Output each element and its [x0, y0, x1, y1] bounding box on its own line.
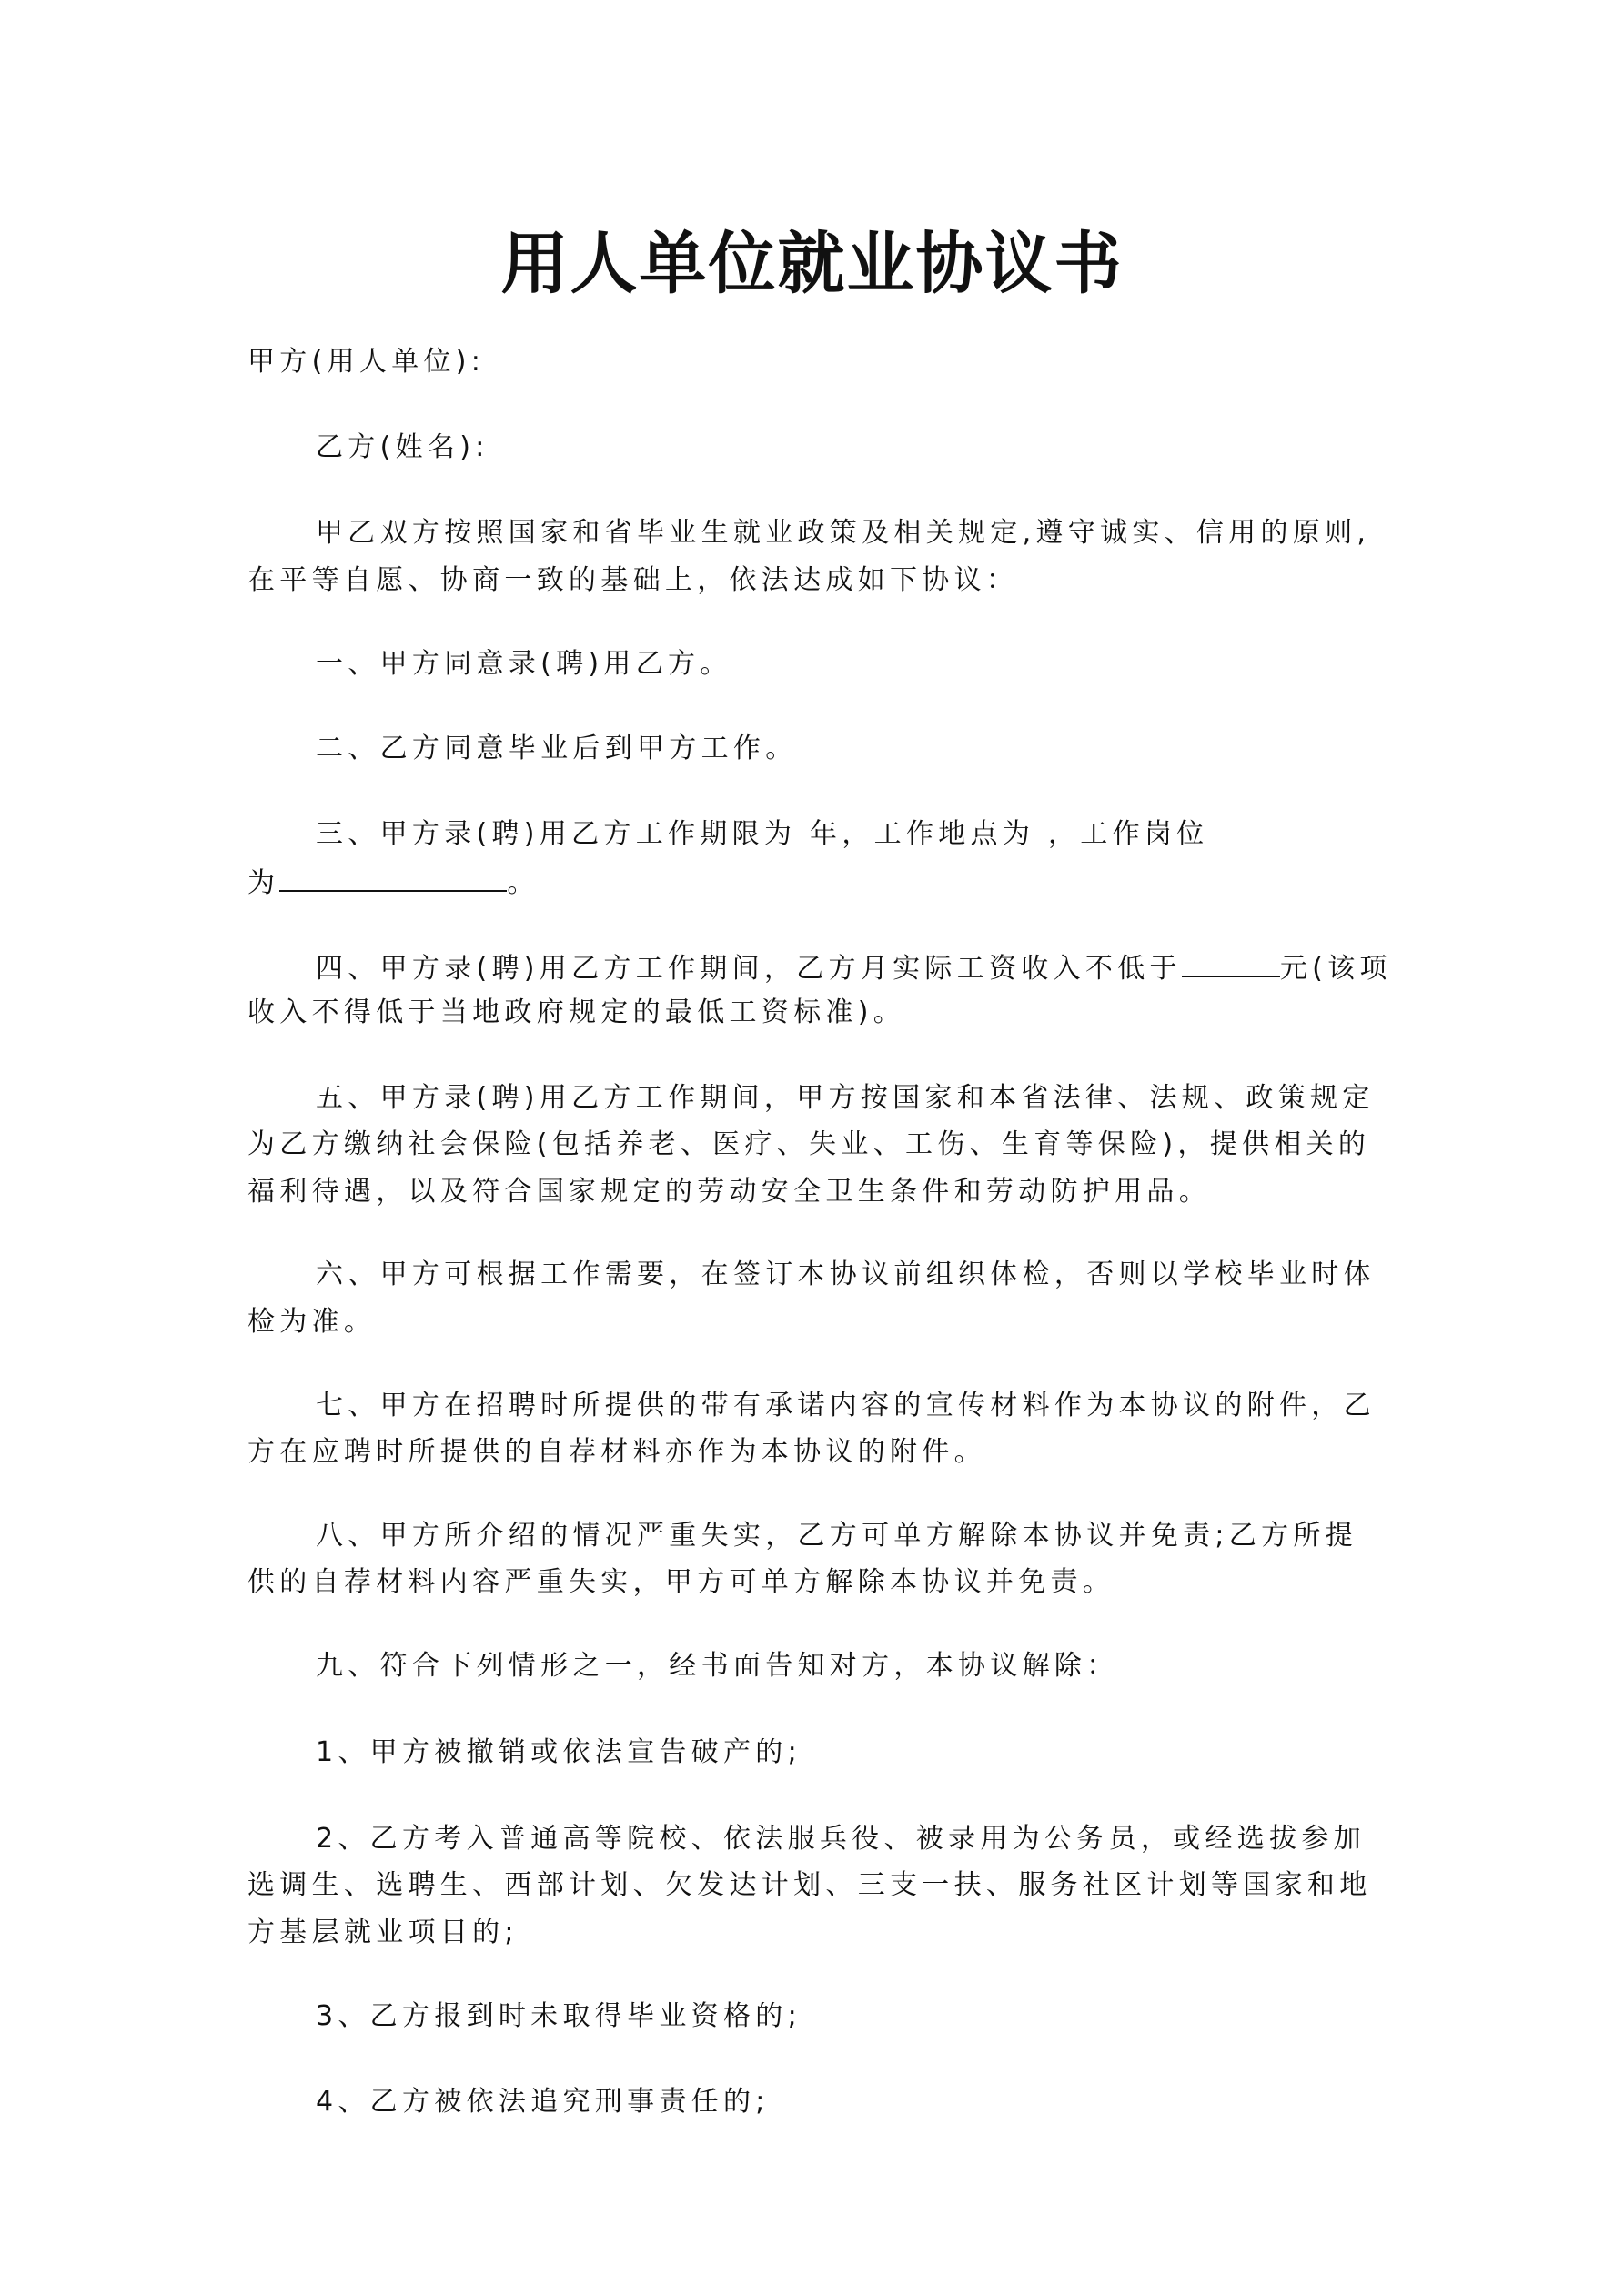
clause-5-line-3: 福利待遇，以及符合国家规定的劳动安全卫生条件和劳动防护用品。 — [247, 1176, 1211, 1208]
clause-3-line-2 — [247, 863, 1385, 902]
clause-6-line-1: 六、甲方可根据工作需要，在签订本协议前组织体检，否则以学校毕业时体 — [316, 1259, 1376, 1290]
item-2-line-2: 选调生、选聘生、西部计划、欠发达计划、三支一扶、服务社区计划等国家和地 — [247, 1869, 1372, 1901]
item-2-line-1: 2、乙方考入普通高等院校、依法服兵役、被录用为公务员，或经选拔参加 — [316, 1823, 1366, 1855]
clause-4-line-2: 收入不得低于当地政府规定的最低工资标准)。 — [247, 996, 906, 1028]
clause-7-line-1: 七、甲方在招聘时所提供的带有承诺内容的宣传材料作为本协议的附件，乙 — [316, 1390, 1376, 1421]
clause-7-line-2: 方在应聘时所提供的自荐材料亦作为本协议的附件。 — [247, 1436, 986, 1468]
item-1: 1、甲方被撤销或依法宣告破产的; — [316, 1736, 802, 1768]
clause-2: 二、乙方同意毕业后到甲方工作。 — [316, 733, 798, 764]
clause-4-suffix: 元(该项 — [1279, 953, 1392, 985]
clause-4-line-1 — [316, 948, 1392, 987]
clause-6-line-2: 检为准。 — [247, 1306, 377, 1338]
clause-3-prefix: 为 — [247, 867, 280, 899]
clause-3-suffix: 。 — [507, 867, 540, 899]
clause-5-line-2: 为乙方缴纳社会保险(包括养老、医疗、失业、工伤、生育等保险)，提供相关的 — [247, 1128, 1371, 1160]
clause-4-prefix: 四、甲方录(聘)用乙方工作期间，乙方月实际工资收入不低于 — [316, 953, 1182, 985]
clause-8-line-1: 八、甲方所介绍的情况严重失实，乙方可单方解除本协议并免责;乙方所提 — [316, 1520, 1358, 1552]
item-2-line-3: 方基层就业项目的; — [247, 1917, 519, 1948]
item-3: 3、乙方报到时未取得毕业资格的; — [316, 2000, 802, 2032]
party-a-line: 甲方(用人单位): — [247, 346, 486, 378]
salary-blank[interactable] — [1182, 948, 1280, 977]
clause-8-line-2: 供的自荐材料内容严重失实，甲方可单方解除本协议并免责。 — [247, 1566, 1115, 1598]
preamble-line-1: 甲乙双方按照国家和省毕业生就业政策及相关规定,遵守诚实、信用的原则, — [316, 517, 1371, 549]
party-b-line: 乙方(姓名): — [316, 431, 489, 463]
item-4: 4、乙方被依法追究刑事责任的; — [316, 2086, 770, 2118]
preamble-line-2: 在平等自愿、协商一致的基础上，依法达成如下协议： — [247, 564, 1019, 596]
clause-9: 九、符合下列情形之一，经书面告知对方，本协议解除： — [316, 1650, 1119, 1682]
clause-3-line-1: 三、甲方录(聘)用乙方工作期限为 年，工作地点为 ，工作岗位 — [316, 818, 1209, 850]
position-blank[interactable] — [279, 863, 507, 892]
clause-1: 一、甲方同意录(聘)用乙方。 — [316, 648, 732, 680]
clause-5-line-1: 五、甲方录(聘)用乙方工作期间，甲方按国家和本省法律、法规、政策规定 — [316, 1082, 1375, 1114]
document-title: 用人单位就业协议书 — [500, 225, 1124, 303]
